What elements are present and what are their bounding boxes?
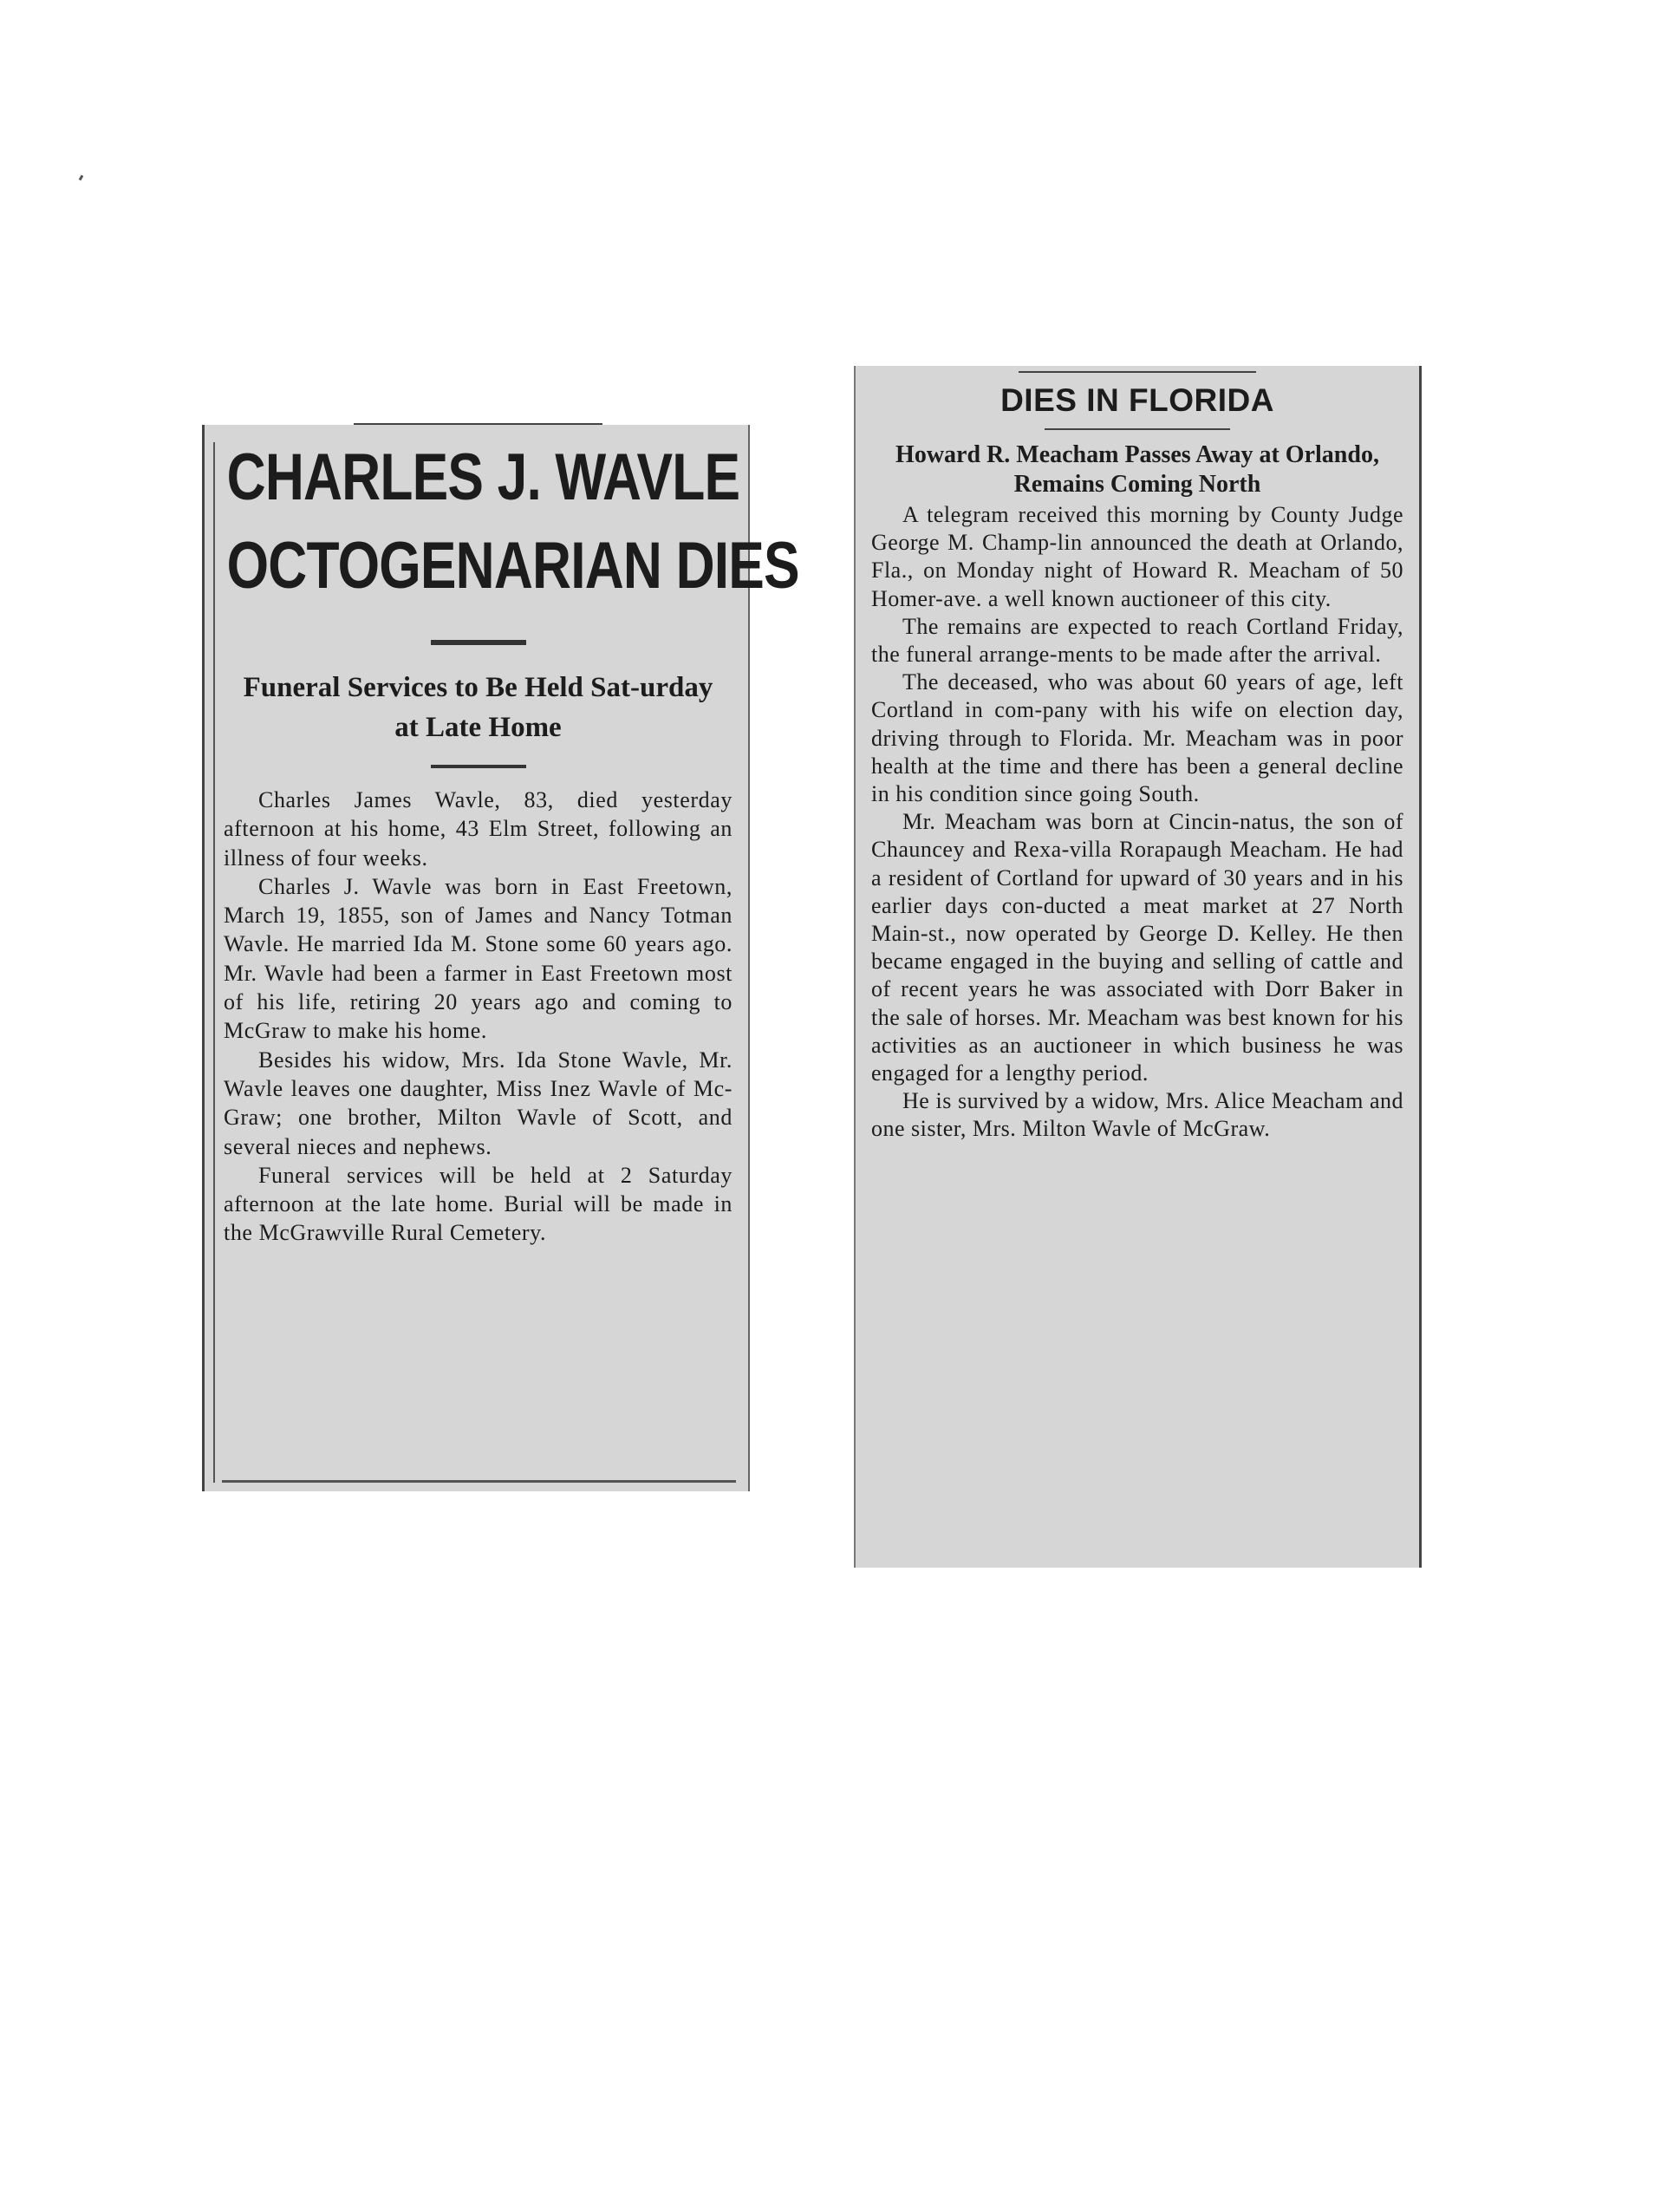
- paragraph: He is survived by a widow, Mrs. Alice Meacham and one sister, Mrs. Milton Wavle of McGraw.: [871, 1088, 1403, 1142]
- top-rule: [354, 423, 602, 425]
- clipping-meacham-obituary: [854, 366, 1422, 1568]
- clipping-wavle-obituary: [202, 425, 799, 1491]
- bottom-rule: [222, 1480, 736, 1483]
- paragraph: Besides his widow, Mrs. Ida Stone Wavle, Mr. Wavle leaves one daughter, Miss Inez Wavle of Mc-Graw; one brother, Milton Wavle of Scott, and several nieces and nephews.: [224, 1047, 733, 1159]
- subheadline: Howard R. Meacham Passes Away at Orlando, Remains Coming North: [895, 441, 1379, 498]
- paragraph: Funeral services will be held at 2 Saturday afternoon at the late home. Burial will be made in the McGrawville Rural Cemetery.: [224, 1162, 733, 1246]
- paragraph: The remains are expected to reach Cortland Friday, the funeral arrange-ments to be made after the arrival.: [871, 613, 1403, 668]
- headline: [226, 434, 799, 610]
- scan-speck: [79, 175, 84, 181]
- top-rule: [1019, 371, 1256, 373]
- divider: [1045, 428, 1230, 430]
- divider: [431, 640, 526, 645]
- divider: [431, 765, 526, 768]
- paragraph: A telegram received this morning by County Judge George M. Champ-lin announced the death at Orlando, Fla., on Monday night of Howard R. Meacham of 50 Homer-ave. a well known auctioneer of this city.: [871, 502, 1403, 611]
- subheadline: Funeral Services to Be Held Sat-urday at Late Home: [243, 672, 713, 743]
- headline-line-1: CHARLES J. WAVLE: [226, 440, 740, 514]
- paragraph: Mr. Meacham was born at Cincin-natus, the son of Chauncey and Rexa-villa Rorapaugh Meacham. He had a resident of Cortland for upward of 30 years and in his earlier days con-ducted a meat market at 27 North Main-st., now operated by George D. Kelley. He then became engaged in the buying and selling of cattle and of recent years he was associated with Dorr Baker in the sale of horses. Mr. Meacham was best known for his activities as an auctioneer in which business he was engaged for a lengthy period.: [871, 809, 1403, 1086]
- paragraph: Charles J. Wavle was born in East Freetown, March 19, 1855, son of James and Nancy Totman Wavle. He married Ida M. Stone some 60 years ago. Mr. Wavle had been a farmer in East Freetown most of his life, retiring 20 years ago and coming to McGraw to make his home.: [224, 873, 733, 1044]
- paragraph: Charles James Wavle, 83, died yesterday afternoon at his home, 43 Elm Street, following an illness of four weeks.: [224, 787, 733, 871]
- headline: DIES IN FLORIDA: [1000, 382, 1274, 418]
- paragraph: The deceased, who was about 60 years of age, left Cortland in com-pany with his wife on election day, driving through to Florida. Mr. Meacham was in poor health at the time and there has been a general decline in his condition since going South.: [871, 669, 1403, 807]
- headline-line-2: OCTOGENARIAN DIES: [226, 529, 799, 603]
